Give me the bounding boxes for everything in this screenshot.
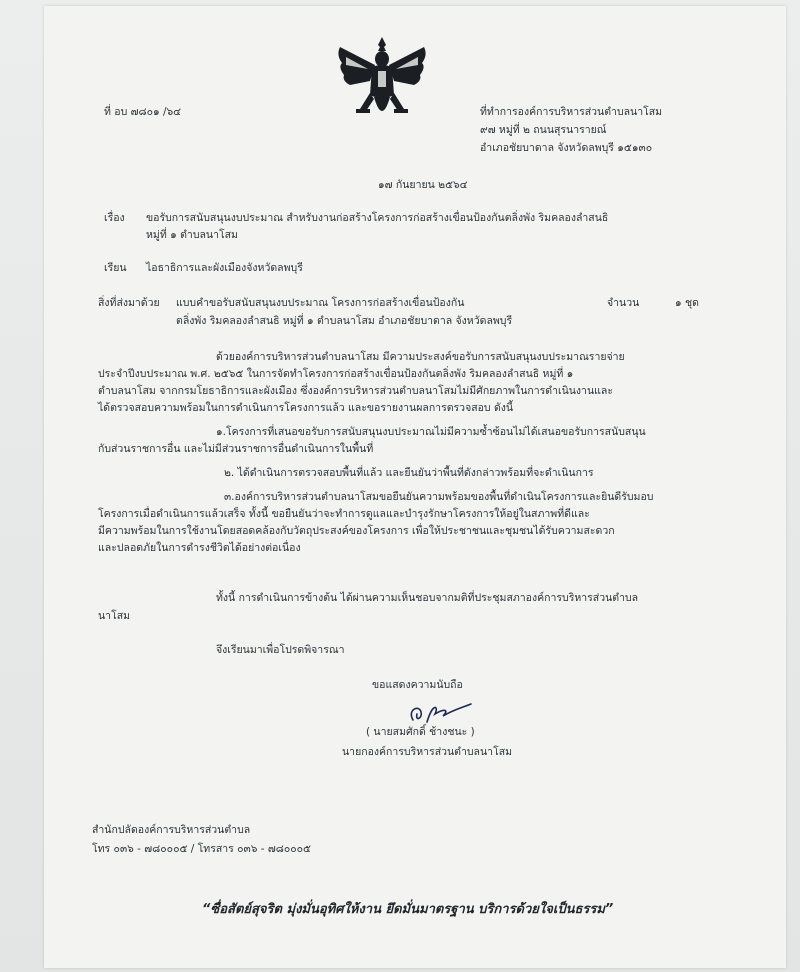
item-3-line-3: มีความพร้อมในการใช้งานโดยสอดคล้องกับวัตถุประสงค์ของโครงการ เพื่อให้ประชาชนและชุมชนได้รับความสะดวก (98, 525, 615, 537)
paragraph-1-line-1: ด้วยองค์การบริหารส่วนตำบลนาโสม มีความประสงค์ขอรับการสนับสนุนงบประมาณรายจ่าย (216, 351, 625, 363)
signer-name: ( นายสมศักดิ์ ช้างชนะ ) (366, 726, 475, 738)
item-1-line-1: ๑.โครงการที่เสนอขอรับการสนับสนุนงบประมาณไม่มีความซ้ำซ้อนไม่ได้เสนอขอรับการสนับสนุน (216, 426, 646, 438)
subject-line-1: ขอรับการสนับสนุนงบประมาณ สำหรับงานก่อสร้างโครงการก่อสร้างเขื่อนป้องกันตลิ่งพัง ริมคลองลำสนธิ (146, 212, 609, 224)
sender-address-line-2: ๙๗ หมู่ที่ ๒ ถนนสุรนารายณ์ (480, 124, 607, 136)
item-3-line-1: ๓.องค์การบริหารส่วนตำบลนาโสมขอยืนยันความพร้อมของพื้นที่ดำเนินโครงการและยินดีรับมอบ (224, 491, 654, 503)
organization-motto: “ซื่อสัตย์สุจริต มุ่งมั่นอุทิศให้งาน ยึดมั่นมาตรฐาน บริการด้วยใจเป็นธรรม” (202, 902, 614, 917)
subject-line-2: หมู่ที่ ๑ ตำบลนาโสม (146, 229, 238, 241)
item-2: ๒. ได้ดำเนินการตรวจสอบพื้นที่แล้ว และยืนยันว่าพื้นที่ดังกล่าวพร้อมที่จะดำเนินการ (224, 467, 594, 479)
item-1-line-2: กับส่วนราชการอื่น และไม่มีส่วนราชการอื่นดำเนินการในพื้นที่ (98, 443, 374, 455)
enclosure-line-2: ตลิ่งพัง ริมคลองลำสนธิ หมู่ที่ ๑ ตำบลนาโสม อำเภอชัยบาดาล จังหวัดลพบุรี (176, 315, 513, 327)
contact-phone: โทร ๐๓๖ - ๗๘๐๐๐๕ / โทรสาร ๐๓๖ - ๗๘๐๐๐๕ (92, 843, 312, 855)
closing-request: จึงเรียนมาเพื่อโปรดพิจารณา (216, 644, 345, 656)
letter-date: ๑๗ กันยายน ๒๕๖๔ (378, 179, 468, 191)
item-3-line-4: และปลอดภัยในการดำรงชีวิตได้อย่างต่อเนื่อง (98, 542, 301, 554)
issuing-office: สำนักปลัดองค์การบริหารส่วนตำบล (92, 824, 251, 836)
signer-position: นายกองค์การบริหารส่วนตำบลนาโสม (342, 746, 513, 758)
paragraph-2-line-2: นาโสม (98, 610, 131, 622)
item-3-line-2: โครงการเมื่อดำเนินการแล้วเสร็จ ทั้งนี้ ขอยืนยันว่าจะทำการดูแลและบำรุงรักษาโครงการให้อยู่ในสภาพที่ดีและ (98, 508, 590, 520)
handwritten-signature (405, 700, 475, 726)
recipient-label: เรียน (104, 262, 127, 274)
closing-salutation: ขอแสดงความนับถือ (372, 679, 463, 691)
sender-address-line-3: อำเภอชัยบาดาล จังหวัดลพบุรี ๑๕๑๓๐ (480, 142, 653, 154)
paragraph-1-line-2: ประจำปีงบประมาณ พ.ศ. ๒๕๖๕ ในการจัดทำโครงการก่อสร้างเขื่อนป้องกันตลิ่งพัง ริมคลองลำสนธิ หมู่ที่ ๑ (98, 368, 574, 380)
reference-number: ที่ อบ ๗๘๐๑ /๖๔ (104, 106, 182, 118)
paragraph-1-line-4: ได้ตรวจสอบความพร้อมในการดำเนินการโครงการแล้ว และขอรายงานผลการตรวจสอบ ดังนี้ (98, 402, 514, 414)
subject-label: เรื่อง (104, 212, 125, 224)
garuda-emblem-icon (332, 35, 432, 127)
enclosure-label: สิ่งที่ส่งมาด้วย (98, 297, 160, 309)
paragraph-2-line-1: ทั้งนี้ การดำเนินการข้างต้น ได้ผ่านความเห็นชอบจากมติที่ประชุมสภาองค์การบริหารส่วนตำบล (216, 592, 639, 604)
sender-address-line-1: ที่ทำการองค์การบริหารส่วนตำบลนาโสม (480, 106, 663, 118)
enclosure-count-label: จำนวน (607, 297, 640, 309)
enclosure-count: ๑ ชุด (675, 297, 699, 309)
recipient: ไอธาธิการและผังเมืองจังหวัดลพบุรี (146, 262, 303, 274)
paragraph-1-line-3: ตำบลนาโสม จากกรมโยธาธิการและผังเมือง ซึ่งองค์การบริหารส่วนตำบลนาโสมไม่มีศักยภาพในการดำเนินงานและ (98, 385, 613, 397)
enclosure-line-1: แบบคำขอรับสนับสนุนงบประมาณ โครงการก่อสร้างเขื่อนป้องกัน (176, 297, 465, 309)
